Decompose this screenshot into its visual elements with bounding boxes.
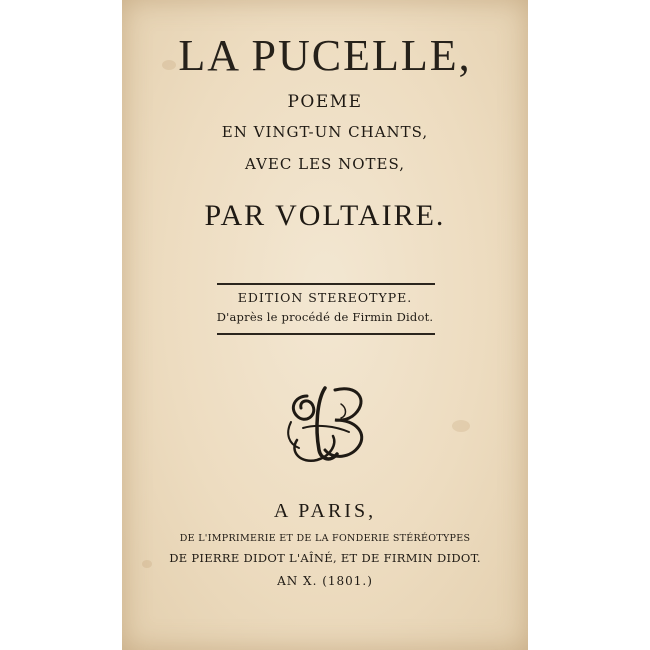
- subtitle-poeme: POEME: [287, 92, 363, 112]
- procede-line: D'après le procédé de Firmin Didot.: [216, 310, 434, 324]
- bottom-rule: [217, 333, 435, 335]
- date-line: AN X. (1801.): [277, 574, 373, 588]
- subtitle-notes: AVEC LES NOTES,: [245, 155, 405, 173]
- printers-line: DE PIERRE DIDOT L'AÎNÉ, ET DE FIRMIN DIDOT.: [169, 551, 481, 565]
- book-title: LA PUCELLE,: [178, 31, 472, 80]
- place-line: A PARIS,: [273, 500, 377, 522]
- imprimerie-line: DE L'IMPRIMERIE ET DE LA FONDERIE STÉRÉOTYPES: [179, 533, 471, 544]
- title-page: [122, 0, 528, 650]
- edition-line: EDITION STEREOTYPE.: [237, 290, 413, 305]
- foxing-spot: [452, 420, 470, 432]
- didot-monogram-icon: [277, 378, 375, 468]
- top-rule: [217, 283, 435, 285]
- author-line: PAR VOLTAIRE.: [204, 199, 446, 232]
- subtitle-chants: EN VINGT-UN CHANTS,: [221, 123, 429, 141]
